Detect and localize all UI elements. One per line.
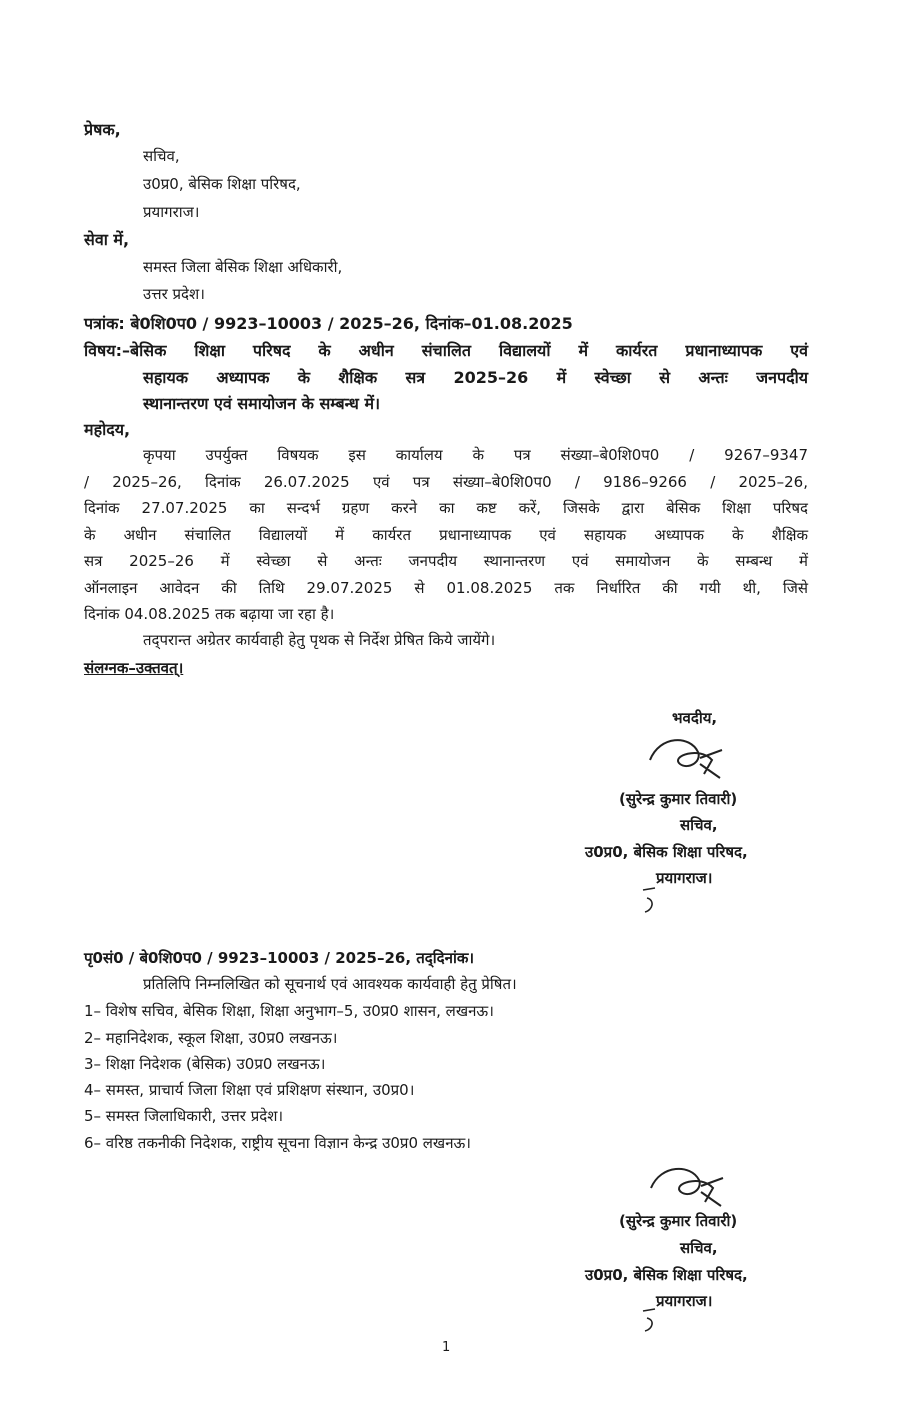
signer-2-name: (सुरेन्द्र कुमार तिवारी) <box>619 1212 738 1230</box>
signature-2 <box>645 1160 735 1215</box>
recipient-line-1: समस्त जिला बेसिक शिक्षा अधिकारी, <box>143 258 343 276</box>
body-line-7: दिनांक 04.08.2025 तक बढ़ाया जा रहा है। <box>84 605 335 623</box>
signer-1-city: प्रयागराज। <box>656 869 713 887</box>
copy-item-6: 6– वरिष्ठ तकनीकी निदेशक, राष्ट्रीय सूचना विज्ञान केन्द्र उ0प्र0 लखनऊ। <box>84 1134 471 1152</box>
enclosure-note: संलग्नक–उक्तवत्। <box>84 659 184 677</box>
initials-mark-2 <box>635 1293 675 1338</box>
copy-reference: पृ0सं0 / बे0शि0प0 / 9923–10003 / 2025–26, तद्‌दिनांक। <box>84 949 475 967</box>
sender-line-2: उ0प्र0, बेसिक शिक्षा परिषद, <box>143 175 301 193</box>
signer-2-city: प्रयागराज। <box>656 1292 713 1310</box>
sender-line-1: सचिव, <box>143 147 180 165</box>
reference-number: पत्रांक: बे0शि0प0 / 9923–10003 / 2025–26, दिनांक–01.08.2025 <box>84 314 573 333</box>
copy-item-4: 4– समस्त, प्राचार्य जिला शिक्षा एवं प्रशिक्षण संस्थान, उ0प्र0। <box>84 1081 415 1099</box>
signer-1-name: (सुरेन्द्र कुमार तिवारी) <box>619 790 738 808</box>
signer-2-office: उ0प्र0, बेसिक शिक्षा परिषद, <box>585 1266 748 1284</box>
sender-line-3: प्रयागराज। <box>143 203 200 221</box>
signer-1-designation: सचिव, <box>680 816 718 834</box>
closing: भवदीय, <box>672 709 718 727</box>
copy-item-2: 2– महानिदेशक, स्कूल शिक्षा, उ0प्र0 लखनऊ। <box>84 1029 338 1047</box>
copy-item-1: 1– विशेष सचिव, बेसिक शिक्षा, शिक्षा अनुभाग–5, उ0प्र0 शासन, लखनऊ। <box>84 1002 494 1020</box>
subject-line-2: सहायक अध्यापक के शैक्षिक सत्र 2025–26 में स्वेच्छा से अन्तः जनपदीय <box>143 368 808 387</box>
body-line-5: सत्र 2025–26 में स्वेच्छा से अन्तः जनपदीय स्थानान्तरण एवं समायोजन के सम्बन्ध में <box>84 552 808 570</box>
subject-line-1: विषय:–बेसिक शिक्षा परिषद के अधीन संचालित विद्यालयों में कार्यरत प्रधानाध्यापक एवं <box>84 341 808 360</box>
initials-mark-1 <box>635 870 675 920</box>
signer-1-office: उ0प्र0, बेसिक शिक्षा परिषद, <box>585 843 748 861</box>
copy-intro: प्रतिलिपि निम्नलिखित को सूचनार्थ एवं आवश्यक कार्यवाही हेतु प्रेषित। <box>143 975 517 993</box>
recipient-label: सेवा में, <box>84 230 130 249</box>
body-line-6: ऑनलाइन आवेदन की तिथि 29.07.2025 से 01.08.2025 तक निर्धारित की गयी थी, जिसे <box>84 579 808 597</box>
body-line-2: / 2025–26, दिनांक 26.07.2025 एवं पत्र संख्या–बे0शि0प0 / 9186–9266 / 2025–26, <box>84 473 808 491</box>
body-paragraph-2: तद्‌परान्त अग्रेतर कार्यवाही हेतु पृथक से निर्देश प्रेषित किये जायेंगे। <box>143 631 496 649</box>
signer-2-designation: सचिव, <box>680 1239 718 1257</box>
body-line-3: दिनांक 27.07.2025 का सन्दर्भ ग्रहण करने का कष्ट करें, जिसके द्वारा बेसिक शिक्षा परिषद <box>84 499 808 517</box>
copy-item-3: 3– शिक्षा निदेशक (बेसिक) उ0प्र0 लखनऊ। <box>84 1055 326 1073</box>
body-line-1: कृपया उपर्युक्त विषयक इस कार्यालय के पत्र संख्या–बे0शि0प0 / 9267–9347 <box>143 446 808 464</box>
body-line-4: के अधीन संचालित विद्यालयों में कार्यरत प्रधानाध्यापक एवं सहायक अध्यापक के शैक्षिक <box>84 526 808 544</box>
recipient-line-2: उत्तर प्रदेश। <box>143 285 205 303</box>
subject-line-3: स्थानान्तरण एवं समायोजन के सम्बन्ध में। <box>143 394 381 413</box>
signature-1 <box>640 730 740 790</box>
sender-label: प्रेषक, <box>84 120 121 139</box>
copy-item-5: 5– समस्त जिलाधिकारी, उत्तर प्रदेश। <box>84 1107 284 1125</box>
page-number: 1 <box>442 1340 451 1355</box>
salutation: महोदय, <box>84 420 131 439</box>
